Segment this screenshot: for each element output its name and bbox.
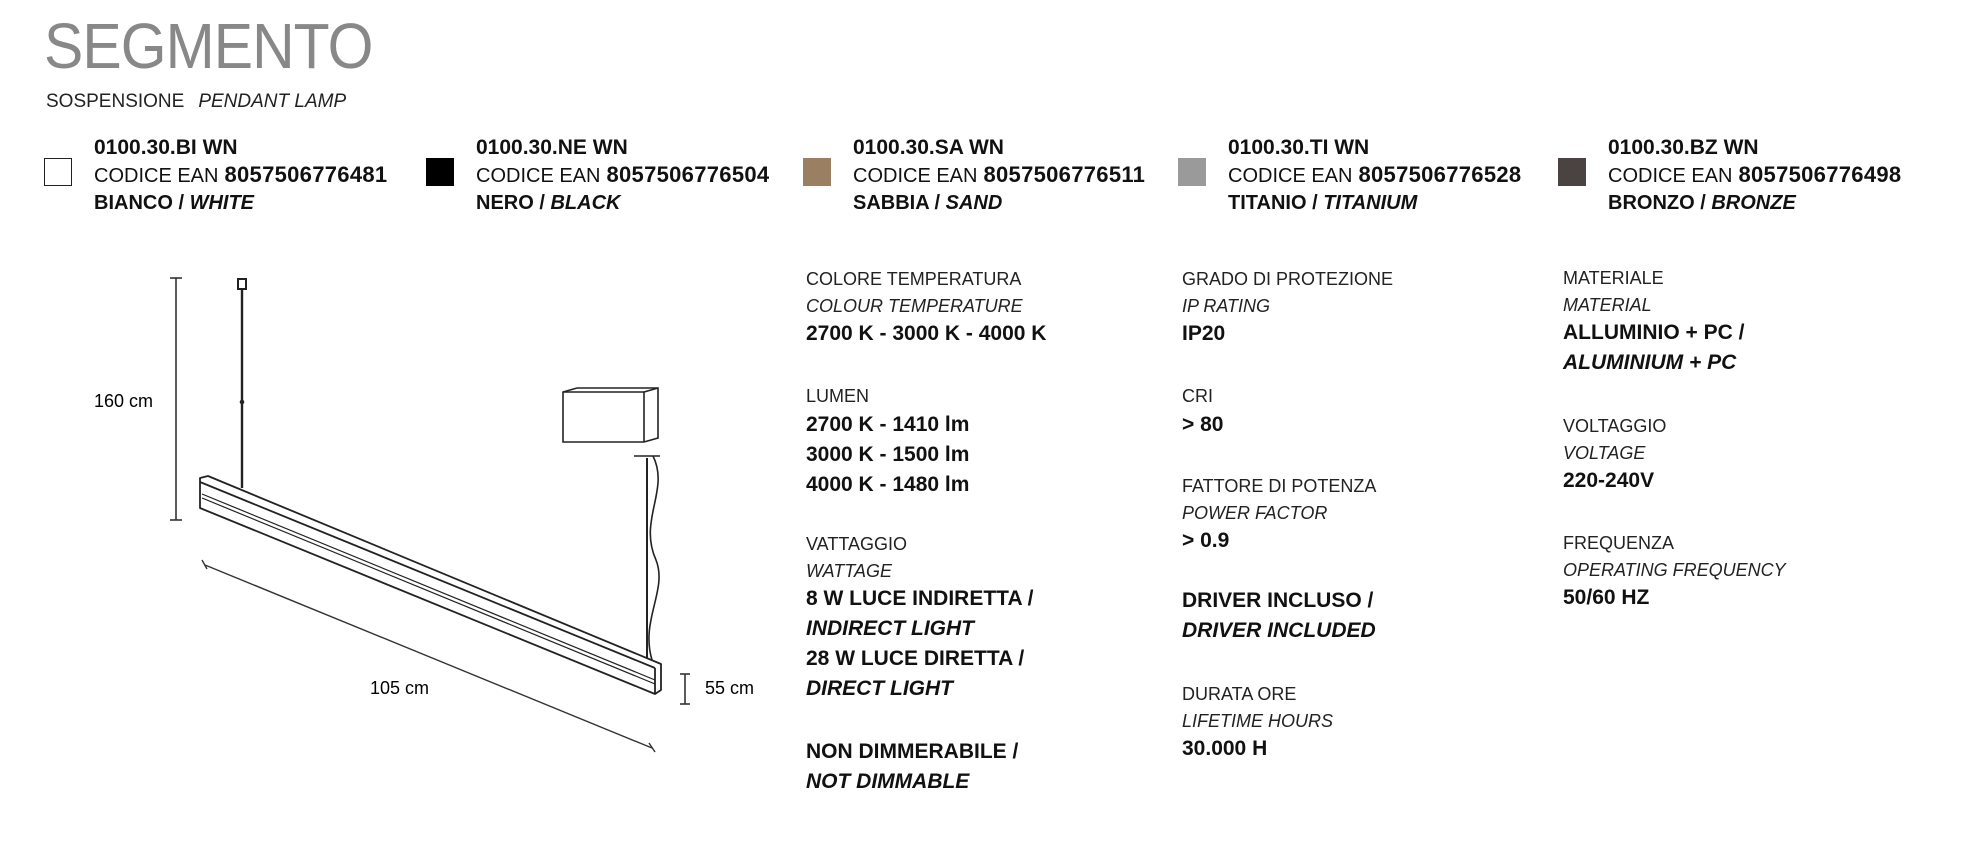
ean-number: 8057506776504 <box>606 162 770 187</box>
variant-code: 0100.30.BI WN <box>94 136 238 159</box>
spec-material <box>1563 265 1744 378</box>
ean-number: 8057506776498 <box>1738 162 1902 187</box>
variant-code: 0100.30.SA WN <box>853 136 1004 159</box>
spec-driver <box>1182 586 1376 646</box>
spec-value: > 0.9 <box>1182 529 1230 552</box>
lamp-body <box>200 476 661 694</box>
color-en: WHITE <box>189 192 254 214</box>
color-it: SABBIA / <box>853 192 941 214</box>
spec-label: FATTORE DI POTENZA <box>1182 476 1377 496</box>
height-label: 160 cm <box>94 391 154 411</box>
color-en: TITANIUM <box>1323 192 1418 214</box>
spec-label: CRI <box>1182 386 1213 406</box>
canopy <box>563 388 660 456</box>
spec-label: LUMEN <box>806 386 870 406</box>
color-en: SAND <box>945 192 1003 214</box>
ean-label: CODICE EAN <box>94 165 219 187</box>
spec-label: VATTAGGIO <box>806 534 908 554</box>
spec-frequency <box>1563 530 1786 613</box>
variant-code: 0100.30.NE WN <box>476 136 628 159</box>
ean-label: CODICE EAN <box>1228 165 1353 187</box>
spec-label: VOLTAGGIO <box>1563 416 1667 436</box>
ean-number: 8057506776511 <box>983 162 1146 187</box>
color-swatch-titanium <box>1178 158 1206 186</box>
spec-value-en: DRIVER INCLUDED <box>1182 619 1376 642</box>
spec-voltage <box>1563 413 1666 496</box>
profile-dimension-line <box>680 674 690 704</box>
product-type-it: SOSPENSIONE <box>46 91 185 112</box>
variant-color <box>853 190 1145 217</box>
color-it: NERO / <box>476 192 545 214</box>
color-it: BRONZO / <box>1608 192 1706 214</box>
spec-value: IP20 <box>1182 322 1226 345</box>
spec-cri <box>1182 383 1223 440</box>
lamp-technical-drawing <box>0 0 780 854</box>
color-it: TITANIO / <box>1228 192 1318 214</box>
spec-label-en: WATTAGE <box>806 561 893 581</box>
spec-wattage <box>806 531 1034 704</box>
variant-color <box>1228 190 1521 217</box>
variant-ean <box>853 161 1145 190</box>
ean-label: CODICE EAN <box>853 165 978 187</box>
spec-value: 2700 K - 3000 K - 4000 K <box>806 322 1047 345</box>
spec-value: 8 W LUCE INDIRETTA / <box>806 587 1034 610</box>
color-swatch-bronze <box>1558 158 1586 186</box>
spec-label: MATERIALE <box>1563 268 1664 288</box>
product-title: SEGMENTO <box>44 10 373 82</box>
variant-color <box>1608 190 1901 217</box>
color-en: BRONZE <box>1711 192 1796 214</box>
spec-label-en: COLOUR TEMPERATURE <box>806 296 1023 316</box>
spec-value: 30.000 H <box>1182 737 1268 760</box>
spec-label: COLORE TEMPERATURA <box>806 269 1022 289</box>
spec-label-en: OPERATING FREQUENCY <box>1563 560 1786 580</box>
spec-value: 2700 K - 1410 lm <box>806 413 970 436</box>
spec-value: 28 W LUCE DIRETTA / <box>806 647 1025 670</box>
spec-lumen <box>806 383 969 500</box>
spec-value: 220-240V <box>1563 469 1655 492</box>
variant-code: 0100.30.BZ WN <box>1608 136 1759 159</box>
ean-label: CODICE EAN <box>1608 165 1733 187</box>
ean-number: 8057506776528 <box>1358 162 1522 187</box>
variant-ean <box>1608 161 1901 190</box>
spec-value: 50/60 HZ <box>1563 586 1650 609</box>
spec-value: 3000 K - 1500 lm <box>806 443 970 466</box>
color-it: BIANCO / <box>94 192 184 214</box>
ean-label: CODICE EAN <box>476 165 601 187</box>
spec-value-en: INDIRECT LIGHT <box>806 617 974 640</box>
spec-value: DRIVER INCLUSO / <box>1182 589 1374 612</box>
spec-label: FREQUENZA <box>1563 533 1675 553</box>
spec-label-en: LIFETIME HOURS <box>1182 711 1334 731</box>
spec-value-en: DIRECT LIGHT <box>806 677 953 700</box>
spec-label: DURATA ORE <box>1182 684 1297 704</box>
spec-label-en: MATERIAL <box>1563 295 1652 315</box>
color-en: BLACK <box>550 192 621 214</box>
spec-value-en: NOT DIMMABLE <box>806 770 970 793</box>
spec-label: GRADO DI PROTEZIONE <box>1182 269 1394 289</box>
spec-value: ALLUMINIO + PC / <box>1563 321 1745 344</box>
spec-value-en: ALUMINIUM + PC <box>1563 351 1737 374</box>
spec-lifetime <box>1182 681 1333 764</box>
product-type-en: PENDANT LAMP <box>198 91 347 112</box>
length-label: 105 cm <box>370 678 430 698</box>
color-swatch-sand <box>803 158 831 186</box>
spec-label-en: VOLTAGE <box>1563 443 1646 463</box>
spec-power-factor <box>1182 473 1376 556</box>
variant-code: 0100.30.TI WN <box>1228 136 1370 159</box>
variant-ean <box>1228 161 1521 190</box>
spec-value: 4000 K - 1480 lm <box>806 473 970 496</box>
height-dimension-line <box>170 278 182 520</box>
spec-label-en: IP RATING <box>1182 296 1271 316</box>
spec-value: NON DIMMERABILE / <box>806 740 1019 763</box>
profile-label: 55 cm <box>705 678 755 698</box>
spec-label-en: POWER FACTOR <box>1182 503 1328 523</box>
spec-colour-temperature <box>806 266 1046 349</box>
ean-number: 8057506776481 <box>224 162 388 187</box>
spec-ip-rating <box>1182 266 1393 349</box>
spec-value: > 80 <box>1182 413 1224 436</box>
spec-dimmable <box>806 737 1018 797</box>
